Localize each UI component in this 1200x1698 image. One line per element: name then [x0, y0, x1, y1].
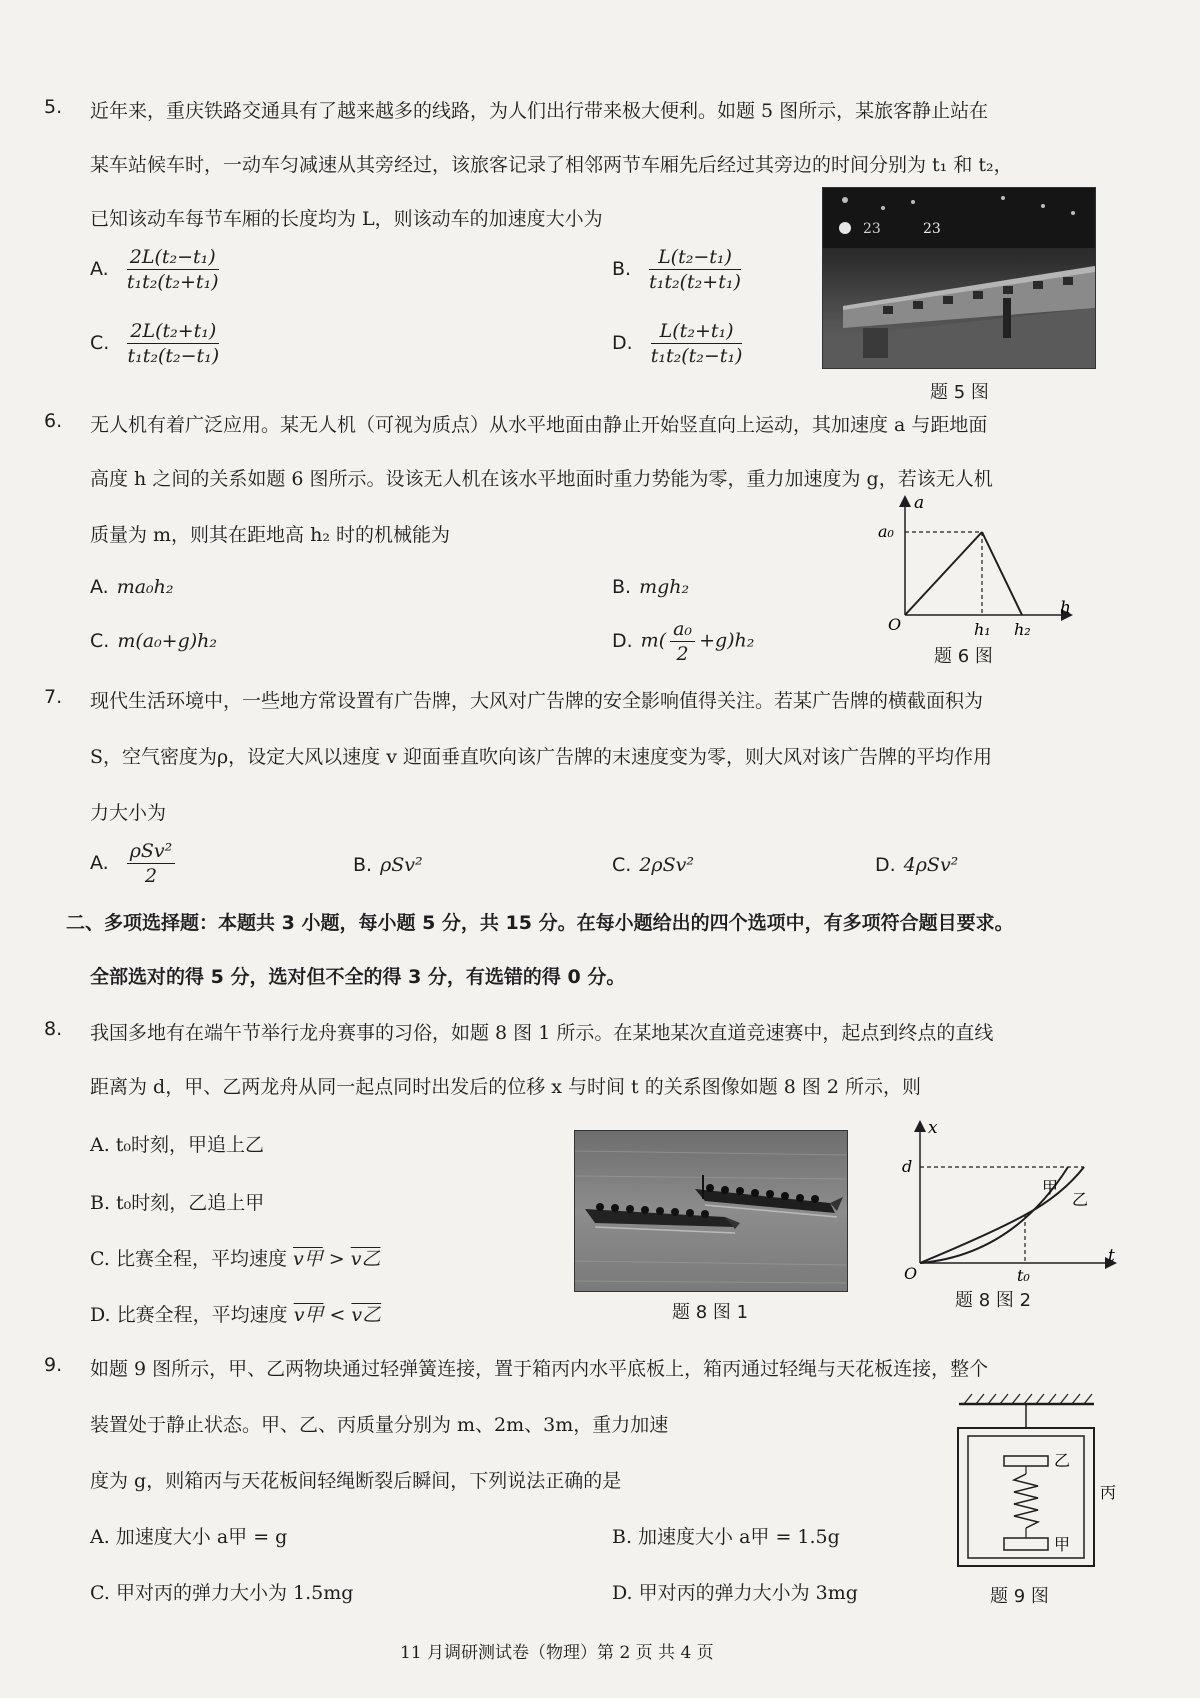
q9-label-bing: 丙 — [1100, 1483, 1117, 1502]
q8-option-d: D. 比赛全程，平均速度 v甲 < v乙 — [90, 1304, 382, 1326]
q6-graph-x-label: h — [1060, 598, 1071, 618]
q6-figure-caption: 题 6 图 — [934, 646, 993, 667]
section2-heading: 二、多项选择题：本题共 3 小题，每小题 5 分，共 15 分。在每小题给出的四个选项中，有多项符合题目要求。 — [66, 912, 1014, 934]
q5-text-line3: 已知该动车每节车厢的长度均为 L，则该动车的加速度大小为 — [90, 208, 603, 230]
q9-text-line1: 如题 9 图所示，甲、乙两物块通过轻弹簧连接，置于箱丙内水平底板上，箱丙通过轻绳与天花板连接，整个 — [90, 1358, 989, 1380]
q7-text-line1: 现代生活环境中，一些地方常设置有广告牌，大风对广告牌的安全影响值得关注。若某广告牌的横截面积为 — [90, 690, 984, 712]
q8-option-b: B. t₀时刻，乙追上甲 — [90, 1192, 265, 1214]
q5-option-c: C. $\frac{\text{2L(t₂+t₁)}}{\text{t₁t₂(t₂−t₁)}}$ — [90, 320, 220, 367]
q5-text-line2: 某车站候车时，一动车匀减速从其旁经过，该旅客记录了相邻两节车厢先后经过其旁边的时间分别为 t₁ 和 t₂， — [90, 154, 1013, 176]
q5-option-b: B. $\frac{\text{L(t₂−t₁)}}{\text{t₁t₂(t₂+t₁)}}$ — [612, 246, 741, 293]
q9-spring-box-diagram — [944, 1390, 1124, 1580]
q9-option-c: C. 甲对丙的弹力大小为 1.5mg — [90, 1582, 354, 1604]
q8-dragon-boat-photo — [574, 1130, 848, 1292]
q6-number: 6. — [44, 410, 63, 432]
q7-option-b: B. ρSv² — [353, 854, 423, 876]
q9-option-d: D. 甲对丙的弹力大小为 3mg — [612, 1582, 858, 1604]
q8-text-line2: 距离为 d，甲、乙两龙舟从同一起点同时出发后的位移 x 与时间 t 的关系图像如题 8 图 2 所示，则 — [90, 1076, 922, 1098]
q6-graph-x-tick2: h₂ — [1014, 620, 1031, 639]
q6-text-line3: 质量为 m，则其在距地高 h₂ 时的机械能为 — [90, 524, 450, 546]
q6-option-b: B. mgh₂ — [612, 576, 690, 598]
q7-text-line2: S，空气密度为ρ，设定大风以速度 v 迎面垂直吹向该广告牌的末速度变为零，则大风对该广告牌的平均作用 — [90, 746, 993, 768]
q9-number: 9. — [44, 1354, 63, 1376]
q6-graph-x-tick1: h₁ — [974, 620, 991, 639]
q7-number: 7. — [44, 686, 63, 708]
q8-graph-origin: O — [904, 1264, 918, 1283]
q7-option-a: A. $\frac{\text{ρSv²}}{2}$ — [90, 840, 179, 887]
q9-text-line3: 度为 g，则箱丙与天花板间轻绳断裂后瞬间，下列说法正确的是 — [90, 1470, 622, 1492]
q9-figure-caption: 题 9 图 — [990, 1586, 1049, 1607]
q5-figure-caption: 题 5 图 — [930, 382, 989, 403]
svg-text:23: 23 — [923, 221, 941, 237]
q8-figure1-caption: 题 8 图 1 — [672, 1302, 749, 1323]
q9-label-jia: 甲 — [1054, 1535, 1071, 1554]
q8-graph-x-label: t — [1108, 1246, 1115, 1266]
q5-photo-clock: 23 — [863, 221, 881, 237]
q6-graph-y-label: a — [914, 493, 925, 513]
q6-graph-origin: O — [888, 615, 902, 634]
q7-option-c: C. 2ρSv² — [612, 854, 694, 876]
q6-option-a: A. ma₀h₂ — [90, 576, 174, 598]
q9-option-a: A. 加速度大小 a甲 = g — [90, 1526, 288, 1548]
q6-graph-y-tick: a₀ — [878, 522, 894, 541]
q9-label-yi: 乙 — [1054, 1451, 1071, 1470]
q8-graph-y-tick: d — [902, 1157, 913, 1176]
q8-graph-curve-jia: 甲 — [1042, 1178, 1059, 1197]
q5-option-a: A. $\frac{\text{2L(t₂−t₁)}}{\text{t₁t₂(t₂+t₁)}}$ — [90, 246, 219, 293]
q8-displacement-time-graph — [892, 1115, 1122, 1295]
q8-graph-y-label: x — [928, 1118, 938, 1138]
page-footer: 11 月调研测试卷（物理）第 2 页 共 4 页 — [400, 1643, 714, 1663]
q6-option-d: D. m( $\frac{\text{a₀}}{2}$ +g)h₂ — [612, 618, 755, 665]
q6-text-line1: 无人机有着广泛应用。某无人机（可视为质点）从水平地面由静止开始竖直向上运动，其加速度 a 与距地面 — [90, 414, 988, 436]
q8-graph-curve-yi: 乙 — [1072, 1190, 1089, 1209]
q9-option-b: B. 加速度大小 a甲 = 1.5g — [612, 1526, 840, 1548]
q6-text-line2: 高度 h 之间的关系如题 6 图所示。设该无人机在该水平地面时重力势能为零，重力加速度为 g，若该无人机 — [90, 468, 993, 490]
q5-text-line1: 近年来，重庆铁路交通具有了越来越多的线路，为人们出行带来极大便利。如题 5 图所示，某旅客静止站在 — [90, 100, 989, 122]
q8-option-a: A. t₀时刻，甲追上乙 — [90, 1134, 265, 1156]
q8-text-line1: 我国多地有在端午节举行龙舟赛事的习俗，如题 8 图 1 所示。在某地某次直道竞速赛中，起点到终点的直线 — [90, 1022, 994, 1044]
q8-graph-x-tick: t₀ — [1017, 1266, 1030, 1285]
q7-option-d: D. 4ρSv² — [875, 854, 959, 876]
q7-text-line3: 力大小为 — [90, 802, 167, 824]
q5-train-station-photo — [822, 187, 1096, 369]
q5-number: 5. — [44, 96, 63, 118]
q6-acceleration-height-graph — [870, 490, 1080, 650]
q5-option-d: D. $\frac{\text{L(t₂+t₁)}}{\text{t₁t₂(t₂−t₁)}}$ — [612, 320, 743, 367]
q8-figure2-caption: 题 8 图 2 — [955, 1290, 1032, 1311]
q6-option-c: C. m(a₀+g)h₂ — [90, 630, 218, 652]
q8-option-c: C. 比赛全程，平均速度 v甲 > v乙 — [90, 1248, 381, 1270]
section2-scoring-rule: 全部选对的得 5 分，选对但不全的得 3 分，有选错的得 0 分。 — [90, 966, 626, 988]
q8-number: 8. — [44, 1018, 63, 1040]
q9-text-line2: 装置处于静止状态。甲、乙、丙质量分别为 m、2m、3m，重力加速 — [90, 1414, 669, 1436]
